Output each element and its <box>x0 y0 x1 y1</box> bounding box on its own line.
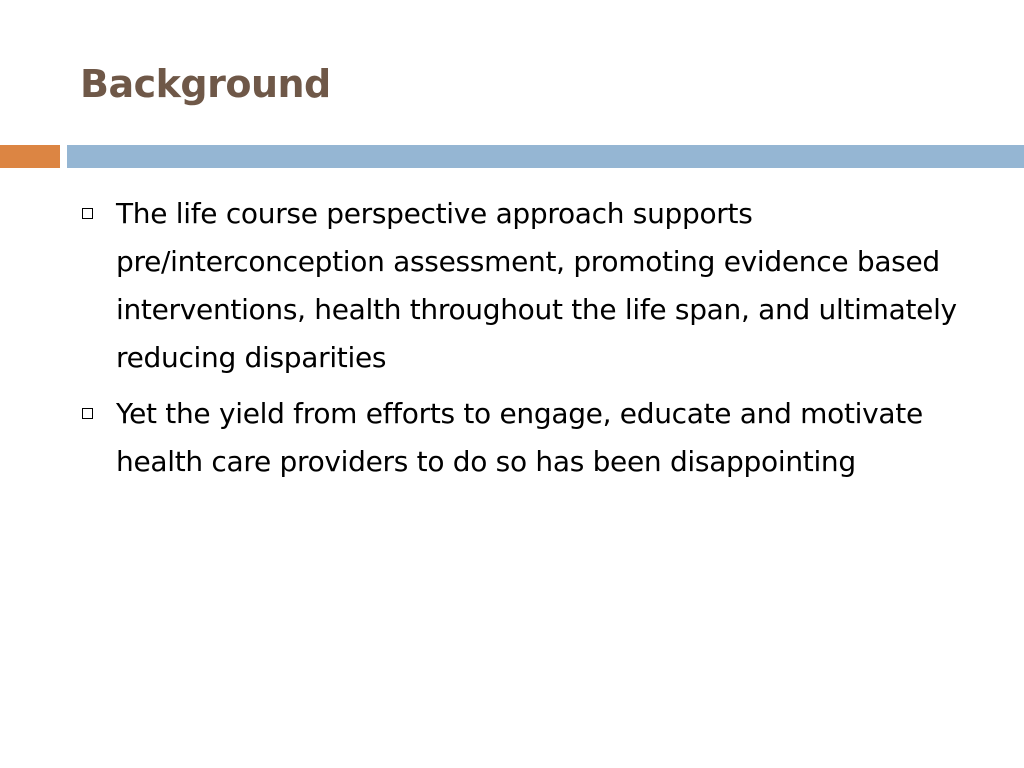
hollow-square-bullet-icon <box>82 208 93 219</box>
bullet-item <box>82 190 962 382</box>
bullet-text: Yet the yield from efforts to engage, educate and motivate health care providers to do so has been disappointing <box>116 397 923 478</box>
slide-title: Background <box>80 62 331 106</box>
accent-bar-blue <box>67 145 1024 168</box>
bullet-text: The life course perspective approach supports pre/interconception assessment, promoting evidence based interventions, health throughout the life span, and ultimately reducing disparities <box>116 197 957 374</box>
bullet-item <box>82 390 962 486</box>
accent-bar-orange <box>0 145 60 168</box>
hollow-square-bullet-icon <box>82 408 93 419</box>
bullet-list <box>82 190 962 494</box>
